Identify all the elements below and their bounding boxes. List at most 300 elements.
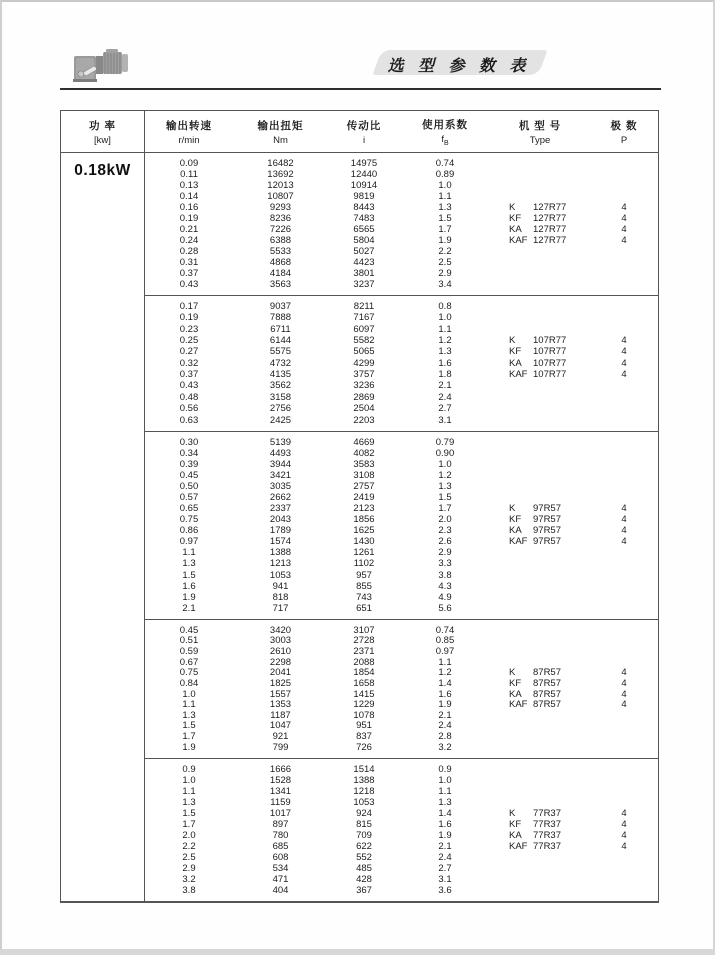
cell-torque: 2662 <box>269 492 292 504</box>
cell-poles <box>590 313 658 323</box>
cell-type <box>490 325 590 335</box>
cell-ratio: 9819 <box>353 190 375 202</box>
cell-ratio: 1078 <box>353 709 375 721</box>
table-row <box>145 721 658 731</box>
power-header-unit: [kw] <box>94 134 111 146</box>
cell-torque: 404 <box>272 884 289 896</box>
cell-type <box>490 559 590 569</box>
type-prefix: KF <box>509 346 522 358</box>
cell-poles <box>590 658 658 668</box>
cell-speed: 0.13 <box>179 179 199 191</box>
cell-service-factor: 0.89 <box>435 168 455 180</box>
cell-type <box>490 636 590 646</box>
cell-service-factor: 3.2 <box>438 741 452 753</box>
type-prefix: KF <box>509 818 522 830</box>
column-header-poles: 极 数 P <box>610 119 638 146</box>
cell-torque: 1017 <box>269 807 292 819</box>
cell-poles: 4 <box>621 536 627 548</box>
type-model: 127R77 <box>533 201 567 213</box>
cell-ratio: 1388 <box>353 774 375 786</box>
table-row <box>145 732 658 742</box>
cell-poles <box>590 787 658 797</box>
table-row <box>145 658 658 668</box>
cell-type <box>490 679 590 689</box>
table-row <box>145 449 658 459</box>
cell-service-factor: 1.8 <box>438 369 452 381</box>
cell-poles <box>590 460 658 470</box>
cell-speed: 0.17 <box>179 300 199 312</box>
type-prefix: K <box>509 503 516 515</box>
cell-poles: 4 <box>621 829 627 841</box>
cell-torque: 1053 <box>269 569 292 581</box>
cell-speed: 0.23 <box>179 323 199 335</box>
table-header <box>61 111 658 153</box>
cell-torque: 16482 <box>267 157 294 169</box>
table-row <box>145 679 658 689</box>
cell-ratio: 8211 <box>353 300 375 312</box>
type-model: 107R77 <box>533 357 567 369</box>
cell-torque: 6711 <box>270 323 291 335</box>
cell-poles <box>590 393 658 403</box>
cell-poles: 4 <box>621 840 627 852</box>
type-prefix: KAF <box>509 234 528 246</box>
cell-speed: 0.24 <box>179 234 199 246</box>
cell-speed: 1.1 <box>182 785 196 797</box>
table-row <box>145 214 658 224</box>
cell-torque: 941 <box>272 580 289 592</box>
cell-torque: 3003 <box>269 635 292 647</box>
table-row <box>145 537 658 547</box>
table-row <box>145 381 658 391</box>
cell-type <box>490 831 590 841</box>
cell-speed: 1.3 <box>182 796 196 808</box>
cell-service-factor: 2.5 <box>438 256 452 268</box>
cell-type <box>490 404 590 414</box>
cell-type <box>490 258 590 268</box>
cell-poles: 4 <box>621 699 627 711</box>
cell-poles <box>590 743 658 753</box>
cell-speed: 0.56 <box>179 403 199 415</box>
cell-poles <box>590 449 658 459</box>
table-body <box>61 153 658 901</box>
cell-speed: 2.5 <box>182 851 196 863</box>
page-title: 选 型 参 数 表 <box>387 58 531 75</box>
table-row <box>145 269 658 279</box>
cell-ratio: 2088 <box>353 656 375 668</box>
table-blocks <box>145 153 658 901</box>
cell-speed: 1.0 <box>182 688 196 700</box>
cell-type <box>490 416 590 426</box>
cell-type <box>490 225 590 235</box>
cell-ratio: 1053 <box>353 796 375 808</box>
table-row <box>145 765 658 775</box>
type-model: 87R57 <box>533 688 561 700</box>
cell-service-factor: 2.1 <box>438 380 452 392</box>
cell-ratio: 8443 <box>353 201 375 213</box>
cell-torque: 534 <box>272 862 289 874</box>
cell-ratio: 709 <box>356 829 372 841</box>
cell-speed: 0.27 <box>179 346 199 358</box>
cell-speed: 0.50 <box>179 481 199 493</box>
cell-speed: 0.43 <box>179 380 199 392</box>
page-edge-left <box>0 0 2 955</box>
cell-service-factor: 1.0 <box>438 774 452 786</box>
cell-poles: 4 <box>621 234 627 246</box>
cell-poles: 4 <box>621 688 627 700</box>
cell-speed: 1.3 <box>182 709 196 721</box>
cell-poles: 4 <box>621 346 627 358</box>
cell-speed: 3.8 <box>182 884 196 896</box>
cell-service-factor: 1.7 <box>438 503 452 515</box>
cell-type <box>490 647 590 657</box>
cell-poles <box>590 247 658 257</box>
cell-torque: 3562 <box>269 380 292 392</box>
table-row <box>145 493 658 503</box>
power-value: 0.18kW <box>61 153 145 901</box>
cell-ratio: 5804 <box>353 234 375 246</box>
cell-type <box>490 247 590 257</box>
cell-poles: 4 <box>621 818 627 830</box>
cell-ratio: 3801 <box>353 267 375 279</box>
table-row <box>145 559 658 569</box>
cell-speed: 0.39 <box>179 458 199 470</box>
cell-torque: 3421 <box>269 469 292 481</box>
cell-ratio: 1514 <box>353 763 375 775</box>
cell-service-factor: 3.4 <box>438 278 452 290</box>
table-row <box>145 471 658 481</box>
cell-ratio: 367 <box>356 884 372 896</box>
cell-type <box>490 393 590 403</box>
cell-poles <box>590 280 658 290</box>
cell-service-factor: 2.4 <box>438 391 452 403</box>
cell-type <box>490 269 590 279</box>
cell-type <box>490 159 590 169</box>
cell-speed: 1.0 <box>182 774 196 786</box>
cell-type <box>490 181 590 191</box>
cell-service-factor: 0.8 <box>438 300 452 312</box>
table-row <box>145 247 658 257</box>
cell-service-factor: 3.8 <box>438 569 452 581</box>
cell-ratio: 1658 <box>353 677 375 689</box>
cell-poles <box>590 471 658 481</box>
cell-poles <box>590 636 658 646</box>
page-edge-bottom <box>0 949 715 955</box>
cell-speed: 0.37 <box>179 267 199 279</box>
cell-type <box>490 721 590 731</box>
cell-speed: 1.9 <box>182 591 196 603</box>
cell-poles <box>590 192 658 202</box>
cell-speed: 1.7 <box>182 731 196 743</box>
cell-poles <box>590 765 658 775</box>
cell-type <box>490 732 590 742</box>
cell-ratio: 1854 <box>353 667 375 679</box>
table-row <box>145 515 658 525</box>
cell-speed: 2.9 <box>182 862 196 874</box>
table-row <box>145 886 658 896</box>
cell-poles <box>590 381 658 391</box>
cell-ratio: 2728 <box>353 635 375 647</box>
type-model: 87R57 <box>533 699 561 711</box>
type-prefix: KAF <box>509 840 528 852</box>
header-rule <box>60 88 661 90</box>
table-row <box>145 798 658 808</box>
cell-ratio: 1218 <box>353 785 375 797</box>
type-prefix: K <box>509 807 516 819</box>
table-row <box>145 313 658 323</box>
cell-service-factor: 1.7 <box>438 223 452 235</box>
table-row <box>145 743 658 753</box>
cell-service-factor: 3.6 <box>438 884 452 896</box>
cell-service-factor: 1.4 <box>438 677 452 689</box>
cell-poles <box>590 559 658 569</box>
cell-speed: 0.34 <box>179 447 199 459</box>
cell-torque: 2298 <box>269 656 292 668</box>
type-model: 87R57 <box>533 677 561 689</box>
cell-type <box>490 853 590 863</box>
cell-speed: 0.37 <box>179 369 199 381</box>
cell-service-factor: 1.4 <box>438 807 452 819</box>
cell-service-factor: 1.0 <box>438 179 452 191</box>
cell-torque: 1213 <box>269 558 292 570</box>
cell-ratio: 1625 <box>353 525 375 537</box>
cell-torque: 1353 <box>269 699 292 711</box>
cell-ratio: 651 <box>356 602 372 614</box>
table-row <box>145 831 658 841</box>
table-row <box>145 336 658 346</box>
table-row <box>145 325 658 335</box>
cell-poles <box>590 325 658 335</box>
cell-poles <box>590 875 658 885</box>
cell-speed: 2.2 <box>182 840 196 852</box>
cell-type <box>490 798 590 808</box>
cell-poles <box>590 493 658 503</box>
cell-service-factor: 1.1 <box>438 656 452 668</box>
cell-type <box>490 438 590 448</box>
table-row <box>145 593 658 603</box>
cell-speed: 0.11 <box>180 168 198 180</box>
table-row <box>145 347 658 357</box>
cell-ratio: 485 <box>356 862 372 874</box>
cell-ratio: 2419 <box>353 492 375 504</box>
cell-service-factor: 1.3 <box>438 346 452 358</box>
cell-service-factor: 1.5 <box>438 212 452 224</box>
cell-speed: 0.67 <box>179 656 199 668</box>
cell-service-factor: 2.9 <box>438 267 452 279</box>
cell-poles: 4 <box>621 525 627 537</box>
cell-service-factor: 2.8 <box>438 731 452 743</box>
cell-ratio: 726 <box>356 741 372 753</box>
table-block <box>145 758 658 901</box>
cell-poles <box>590 864 658 874</box>
table-row <box>145 302 658 312</box>
type-model: 77R37 <box>533 840 561 852</box>
cell-poles <box>590 582 658 592</box>
cell-ratio: 5027 <box>353 245 375 257</box>
cell-service-factor: 1.2 <box>438 667 452 679</box>
cell-poles: 4 <box>621 503 627 515</box>
table-row <box>145 711 658 721</box>
cell-service-factor: 2.4 <box>438 851 452 863</box>
cell-ratio: 5065 <box>353 346 375 358</box>
cell-service-factor: 2.3 <box>438 525 452 537</box>
type-prefix: KA <box>509 223 522 235</box>
selection-table <box>60 110 659 903</box>
cell-ratio: 2757 <box>353 481 375 493</box>
cell-ratio: 855 <box>356 580 372 592</box>
cell-torque: 1528 <box>269 774 292 786</box>
cell-type <box>490 658 590 668</box>
cell-type <box>490 875 590 885</box>
cell-poles <box>590 181 658 191</box>
cell-ratio: 924 <box>356 807 372 819</box>
table-block <box>145 431 658 619</box>
cell-type <box>490 170 590 180</box>
cell-poles <box>590 170 658 180</box>
table-row <box>145 416 658 426</box>
column-header-type: 机 型 号 Type <box>518 119 562 146</box>
cell-speed: 2.1 <box>182 602 196 614</box>
cell-torque: 5533 <box>269 245 292 257</box>
cell-ratio: 3237 <box>353 278 375 290</box>
cell-ratio: 743 <box>356 591 372 603</box>
cell-speed: 0.09 <box>179 157 199 169</box>
column-header-ratio: 传动比 i <box>346 119 382 146</box>
table-row <box>145 236 658 246</box>
cell-service-factor: 1.3 <box>438 201 452 213</box>
data-column-headers <box>145 111 658 152</box>
cell-ratio: 14975 <box>350 157 378 169</box>
table-row <box>145 690 658 700</box>
cell-speed: 0.84 <box>179 677 199 689</box>
cell-ratio: 2371 <box>353 645 375 657</box>
cell-type <box>490 526 590 536</box>
cell-poles <box>590 571 658 581</box>
cell-speed: 0.63 <box>179 414 199 426</box>
table-row <box>145 170 658 180</box>
type-model: 127R77 <box>533 212 567 224</box>
cell-torque: 685 <box>272 840 289 852</box>
cell-service-factor: 1.0 <box>438 312 452 324</box>
cell-poles: 4 <box>621 369 627 381</box>
type-model: 77R37 <box>533 807 561 819</box>
cell-service-factor: 2.1 <box>438 840 452 852</box>
cell-type <box>490 214 590 224</box>
table-row <box>145 370 658 380</box>
cell-speed: 1.5 <box>182 569 196 581</box>
cell-type <box>490 776 590 786</box>
cell-ratio: 2203 <box>353 414 375 426</box>
type-model: 77R37 <box>533 829 561 841</box>
cell-speed: 0.51 <box>179 635 199 647</box>
cell-service-factor: 0.79 <box>435 436 455 448</box>
cell-torque: 4732 <box>269 357 292 369</box>
column-header-service-factor: 使用系数 $f_B$ <box>422 118 468 147</box>
page-edge-top <box>0 0 715 2</box>
type-model: 97R57 <box>533 536 561 548</box>
cell-type <box>490 743 590 753</box>
cell-ratio: 3107 <box>353 624 375 636</box>
cell-torque: 3420 <box>269 624 292 636</box>
cell-speed: 1.1 <box>182 547 196 559</box>
cell-service-factor: 5.6 <box>438 602 452 614</box>
table-row <box>145 571 658 581</box>
table-row <box>145 548 658 558</box>
cell-service-factor: 1.2 <box>438 469 452 481</box>
cell-poles <box>590 482 658 492</box>
cell-torque: 7226 <box>269 223 292 235</box>
cell-ratio: 2869 <box>353 391 375 403</box>
cell-speed: 0.14 <box>179 190 199 202</box>
cell-type <box>490 604 590 614</box>
cell-poles <box>590 438 658 448</box>
cell-torque: 780 <box>272 829 289 841</box>
table-row <box>145 203 658 213</box>
cell-service-factor: 1.1 <box>438 323 452 335</box>
cell-ratio: 2504 <box>353 403 375 415</box>
cell-torque: 6388 <box>269 234 292 246</box>
cell-ratio: 951 <box>356 720 372 732</box>
cell-poles <box>590 732 658 742</box>
cell-type <box>490 493 590 503</box>
cell-type <box>490 515 590 525</box>
cell-poles <box>590 269 658 279</box>
cell-speed: 0.65 <box>179 503 199 515</box>
cell-type <box>490 864 590 874</box>
cell-service-factor: 2.6 <box>438 536 452 548</box>
table-row <box>145 181 658 191</box>
cell-poles <box>590 776 658 786</box>
cell-speed: 0.9 <box>182 763 196 775</box>
cell-type <box>490 471 590 481</box>
table-row <box>145 647 658 657</box>
type-prefix: KF <box>509 212 522 224</box>
cell-speed: 0.75 <box>179 667 199 679</box>
cell-torque: 4868 <box>269 256 292 268</box>
cell-service-factor: 1.9 <box>438 699 452 711</box>
cell-torque: 12013 <box>267 179 294 191</box>
table-row <box>145 787 658 797</box>
cell-type <box>490 690 590 700</box>
cell-poles <box>590 886 658 896</box>
cell-type <box>490 820 590 830</box>
table-row <box>145 700 658 710</box>
cell-poles <box>590 404 658 414</box>
cell-speed: 1.7 <box>182 818 196 830</box>
cell-torque: 608 <box>272 851 289 863</box>
cell-service-factor: 4.3 <box>438 580 452 592</box>
cell-speed: 0.57 <box>179 492 199 504</box>
table-row <box>145 668 658 678</box>
cell-torque: 8236 <box>269 212 292 224</box>
cell-poles: 4 <box>621 667 627 679</box>
cell-type <box>490 548 590 558</box>
cell-speed: 0.31 <box>179 256 199 268</box>
column-header-torque: 输出扭矩 Nm <box>257 119 304 146</box>
cell-torque: 4493 <box>269 447 292 459</box>
type-prefix: K <box>509 335 516 346</box>
cell-type <box>490 236 590 246</box>
table-row <box>145 820 658 830</box>
cell-poles <box>590 258 658 268</box>
cell-ratio: 10914 <box>350 179 378 191</box>
cell-service-factor: 0.90 <box>435 447 455 459</box>
table-block <box>145 153 658 295</box>
cell-ratio: 6565 <box>353 223 375 235</box>
cell-torque: 2043 <box>269 514 292 526</box>
cell-ratio: 4299 <box>353 357 375 369</box>
cell-torque: 1187 <box>270 709 291 721</box>
cell-poles: 4 <box>621 223 627 235</box>
